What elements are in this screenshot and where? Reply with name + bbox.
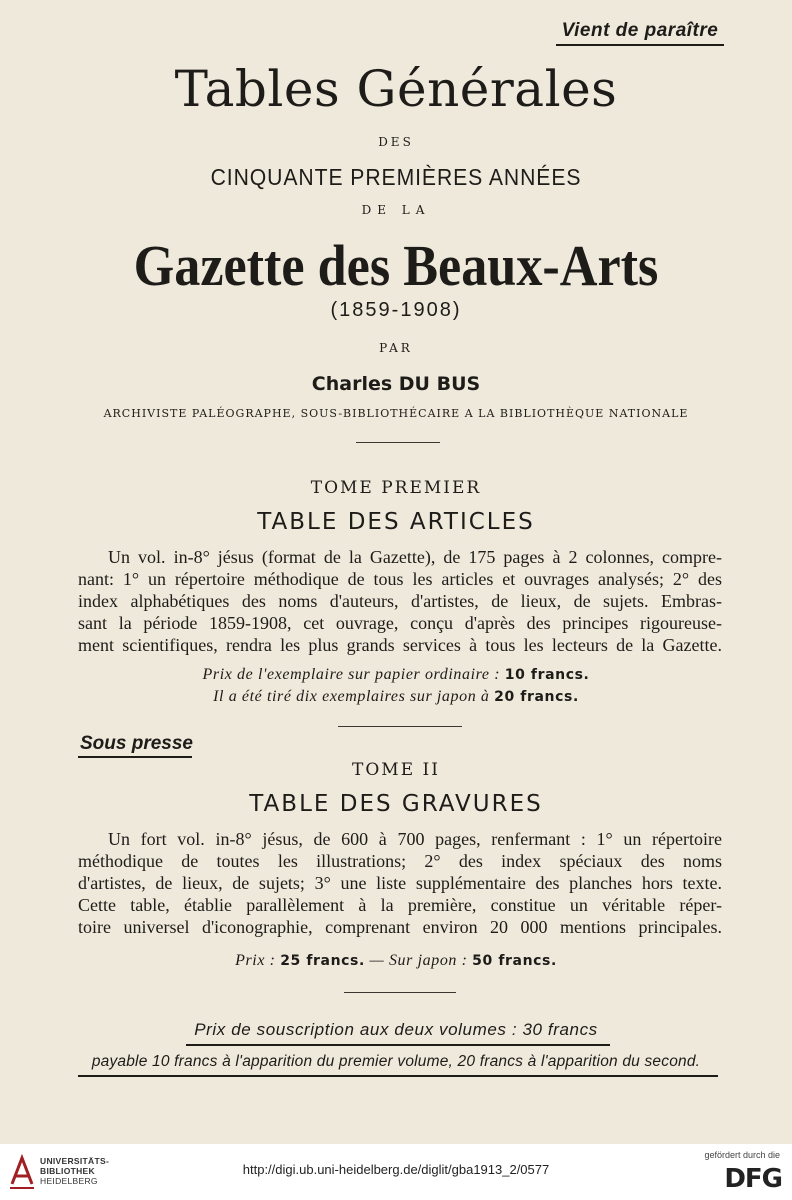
- page-subtitle: CINQUANTE PREMIÈRES ANNÉES: [210, 164, 582, 190]
- subscription-underline: [186, 1044, 610, 1046]
- author-name: Charles DU BUS: [311, 373, 481, 395]
- tome2-line: Cette table, établie parallèlement à la première, constitue un véritable réper-: [78, 895, 722, 915]
- year-range: (1859-1908): [330, 299, 462, 321]
- badge-underline: [556, 44, 724, 46]
- tome1-price-label: Prix de l'exemplaire sur papier ordinaire :: [202, 666, 501, 683]
- page-title: Tables Générales: [174, 60, 618, 118]
- divider: [344, 992, 456, 993]
- subscription-price: Prix de souscription aux deux volumes : 30 francs: [194, 1020, 598, 1039]
- subscription-terms: payable 10 francs à l'apparition du premier volume, 20 francs à l'apparition du second.: [91, 1053, 701, 1070]
- tome2-line: d'artistes, de lieux, de sujets; 3° une liste supplémentaire des planches hors texte.: [78, 873, 722, 893]
- badge-vient-de-paraitre: Vient de paraître: [561, 20, 719, 41]
- divider: [356, 442, 440, 443]
- digitization-footer: [0, 1144, 792, 1200]
- tome1-line: Un vol. in-8° jésus (format de la Gazette), de 175 pages à 2 colonnes, compre-: [108, 547, 722, 567]
- tome1-line: nant: 1° un répertoire méthodique de tous les articles et ouvrages analysés; 2° des: [78, 569, 722, 589]
- badge-sous-presse: Sous presse: [80, 733, 193, 754]
- tome2-japon-value: 50 francs.: [472, 953, 557, 969]
- tome2-table-title: TABLE DES GRAVURES: [249, 791, 543, 817]
- title-connector-de-la: DE LA: [361, 203, 431, 217]
- journal-title: Gazette des Beaux-Arts: [133, 233, 659, 298]
- university-library-name: UNIVERSITÄTS- BIBLIOTHEK HEIDELBERG: [40, 1156, 110, 1186]
- tome1-japon-price: [0, 686, 792, 708]
- tome1-price: [0, 664, 792, 686]
- tome2-line: toire universel d'iconographie, comprenant environ 20 000 mentions principales.: [78, 917, 722, 937]
- tome2-price: [0, 950, 792, 972]
- dfg-logo: DFG: [724, 1164, 782, 1194]
- funded-by-label: gefördert durch die: [704, 1150, 780, 1160]
- tome1-japon-label: Il a été tiré dix exemplaires sur japon à: [213, 688, 490, 705]
- tome1-line: ment scientifiques, rendra les plus grands services à tous les lecteurs de la Gazette.: [78, 635, 722, 655]
- tome2-line: Un fort vol. in-8° jésus, de 600 à 700 pages, renfermant : 1° un répertoire: [108, 829, 722, 849]
- tome2-line: méthodique de toutes les illustrations; 2° des index spéciaux des noms: [78, 851, 722, 871]
- title-connector-des: DES: [378, 135, 414, 149]
- tome1-price-value: 10 francs.: [504, 667, 590, 683]
- tome1-heading: TOME PREMIER: [310, 478, 482, 498]
- author-role: ARCHIVISTE PALÉOGRAPHE, SOUS-BIBLIOTHÉCAIRE A LA BIBLIOTHÈQUE NATIONALE: [103, 407, 689, 420]
- subscription-terms-underline: [78, 1075, 718, 1077]
- price-separator: —: [369, 952, 385, 969]
- tome2-heading: TOME II: [352, 760, 440, 780]
- tome1-line: sant la période 1859-1908, cet ouvrage, conçu d'après des principes rigoureuse-: [78, 613, 722, 633]
- tome2-price-label: Prix :: [235, 952, 276, 969]
- tome1-table-title: TABLE DES ARTICLES: [257, 509, 535, 535]
- tome2-japon-label: Sur japon :: [388, 952, 468, 969]
- divider: [338, 726, 462, 727]
- tome1-japon-value: 20 francs.: [494, 689, 579, 705]
- source-url-link[interactable]: http://digi.ub.uni-heidelberg.de/diglit/gba1913_2/0577: [242, 1162, 550, 1177]
- by-label: PAR: [379, 341, 413, 355]
- tome1-line: index alphabétiques des noms d'auteurs, d'artistes, de lieux, de sujets. Embras-: [78, 591, 722, 611]
- tome2-price-value: 25 francs.: [280, 953, 365, 969]
